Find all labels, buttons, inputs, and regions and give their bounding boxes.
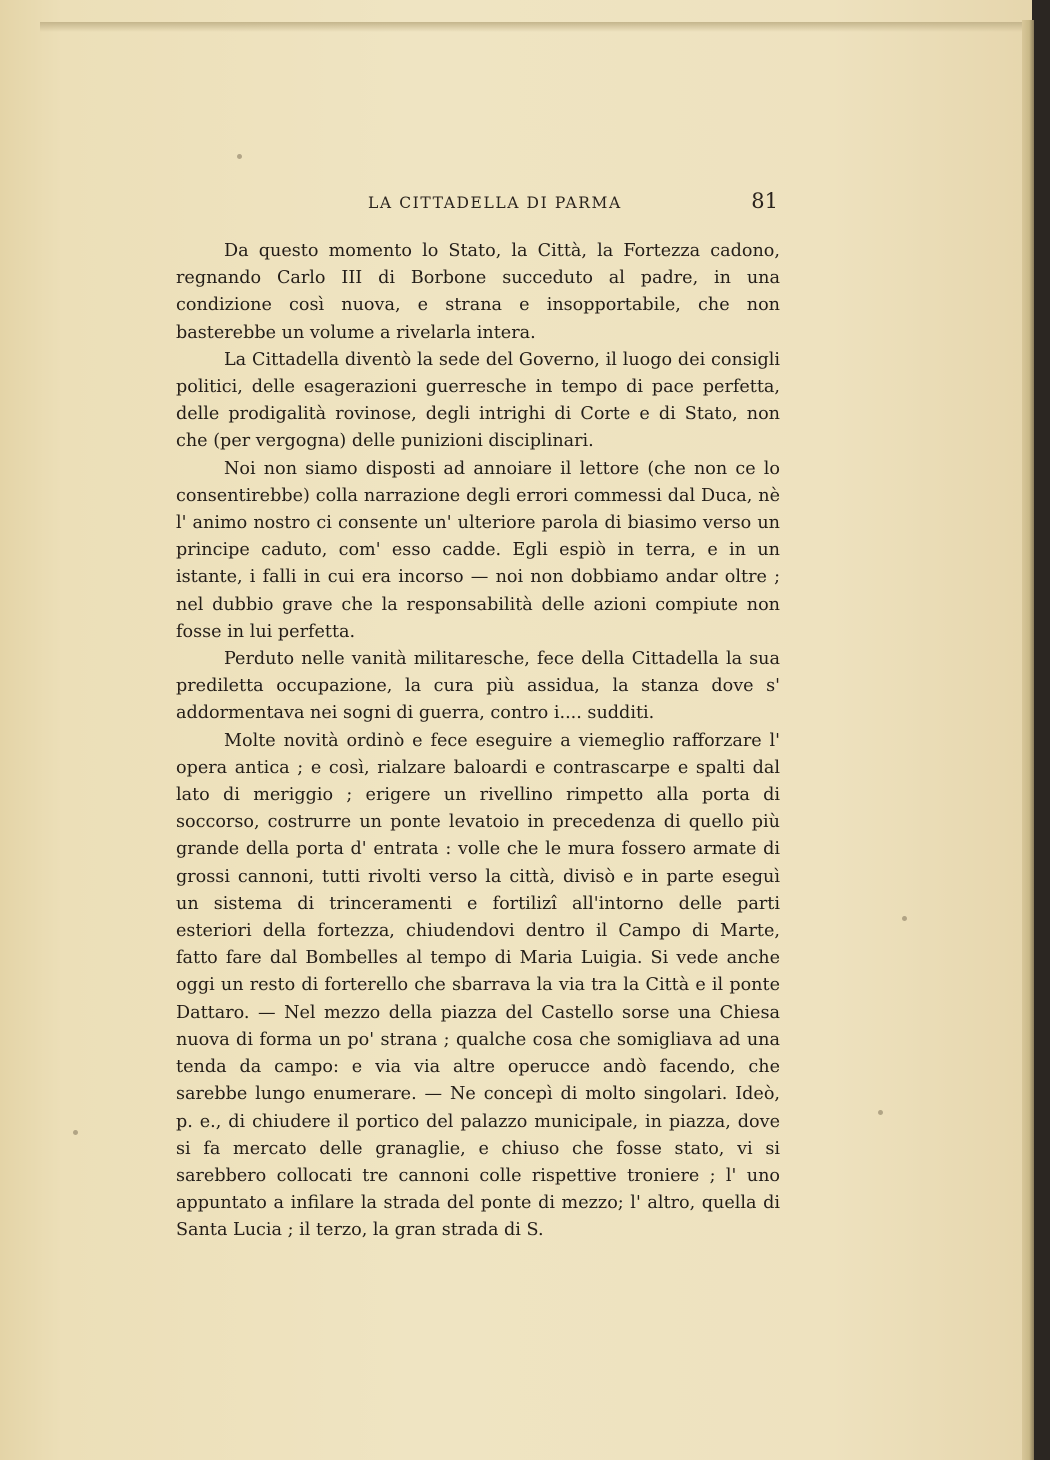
paragraph-1: Da questo momento lo Stato, la Città, la Fortezza cadono, regnando Carlo III di Borbone succeduto al padre, in una condizione così nuova, e strana e insopportabile, che non basterebbe un volume a rivelarla intera. [176,241,780,343]
running-title: LA CITTADELLA DI PARMA [368,194,622,212]
paper-speck [73,1130,78,1135]
paper-speck [878,1110,883,1115]
paper-speck [237,154,242,159]
paragraph-3: Noi non siamo disposti ad annoiare il lettore (che non ce lo consentirebbe) colla narrazione degli errori commessi dal Duca, nè l' animo nostro ci consente un' ulteriore parola di biasimo verso un principe caduto, com' esso cadde. Egli espiò in terra, e in un istante, i falli in cui era incorso — noi non dobbiamo andar oltre ; nel dubbio grave che la responsabilità delle azioni compiute non fosse in lui perfetta. [176,458,780,642]
page-number: 81 [751,189,778,213]
paragraph-5: Molte novità ordinò e fece eseguire a viemeglio rafforzare l' opera antica ; e così, rialzare baloardi e contrascarpe e spalti dal lato di meriggio ; erigere un rivellino rimpetto alla porta di soccorso, costrurre un ponte levatoio in precedenza di quello più grande della porta d' entrata : volle che le mura fossero armate di grossi cannoni, tutti rivolti verso la città, divisò e in parte eseguì un sistema di trinceramenti e fortilizî all'intorno delle parti esteriori della fortezza, chiudendovi dentro il Campo di Marte, fatto fare dal Bombelles al tempo di Maria Luigia. Si vede anche oggi un resto di forterello che sbarrava la via tra la Città e il ponte Dattaro. — Nel mezzo della piazza del Castello sorse una Chiesa nuova di forma un po' strana ; qualche cosa che somigliava ad una tenda da campo: e via via altre operucce andò facendo, che sarebbe lungo enumerare. — Ne concepì di molto singolari. Ideò, p. e., di chiudere il portico del palazzo municipale, in piazza, dove si fa mercato delle granaglie, e chiuso che fosse stato, vi si sarebbero collocati tre cannoni colle rispettive troniere ; l' uno appuntato a infilare la strada del ponte di mezzo; l' altro, quella di Santa Lucia ; il terzo, la gran strada di S. [176,730,780,1241]
page-top-edge [40,22,1030,32]
paragraph-4: Perduto nelle vanità militaresche, fece della Cittadella la sua prediletta occupazione, la cura più assidua, la stanza dove s' addormentava nei sogni di guerra, contro i.... sudditi. [176,649,780,724]
body-text [176,238,780,1245]
page-fore-edge [1022,20,1034,1460]
paper-speck [902,916,907,921]
running-header [178,186,780,220]
paragraph-2: La Cittadella diventò la sede del Governo, il luogo dei consigli politici, delle esagerazioni guerresche in tempo di pace perfetta, delle prodigalità rovinose, degli intrighi di Corte e di Stato, non che (per vergogna) delle punizioni disciplinari. [176,349,780,452]
